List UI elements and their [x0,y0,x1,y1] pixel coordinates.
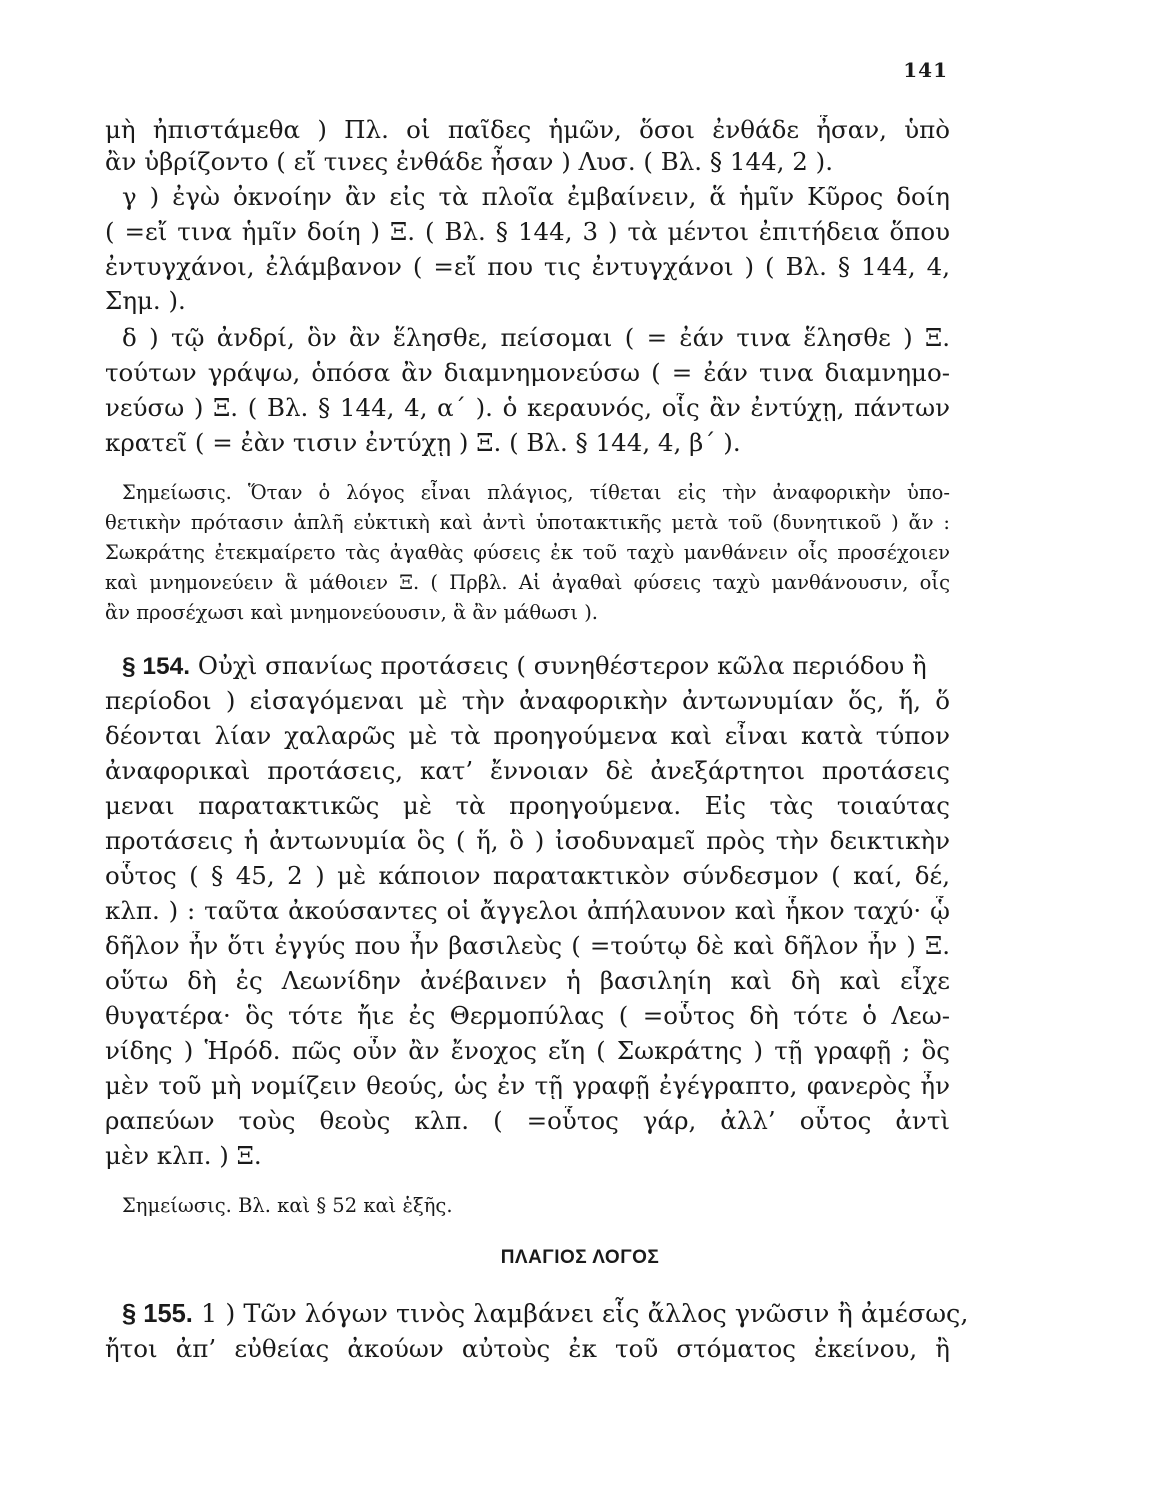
section-154-first-line [122,651,950,682]
section-154-mark: § 154. [122,653,191,680]
text-line: νίδης ) Ἡρόδ. πῶς οὖν ἂν ἔνοχος εἴη ( Σωκράτης ) τῇ γραφῇ ; ὃς [105,1036,950,1065]
text-line: προτάσεις ἡ ἀντωνυμία ὃς ( ἥ, ὃ ) ἰσοδυναμεῖ πρὸς τὴν δεικτικὴν [105,826,950,855]
text-line: θυγατέρα· ὃς τότε ἤιε ἐς Θερμοπύλας ( =οὗτος δὴ τότε ὁ Λεω- [105,1001,950,1030]
text-line: δέονται λίαν χαλαρῶς μὲ τὰ προηγούμενα καὶ εἶναι κατὰ τύπον [105,721,950,750]
section-heading: ΠΛΑΓΙΟΣ ΛΟΓΟΣ [500,1247,660,1268]
text-line: γ ) ἐγὼ ὀκνοίην ἂν εἰς τὰ πλοῖα ἐμβαίνειν, ἅ ἡμῖν Κῦρος δοίη [122,182,950,211]
text-line: ραπεύων τοὺς θεοὺς κλπ. ( =οὗτος γάρ, ἀλλ’ οὗτος ἀντὶ [105,1106,950,1135]
text-line: δ ) τῷ ἀνδρί, ὃν ἂν ἕλησθε, πείσομαι ( = ἐάν τινα ἕλησθε ) Ξ. [122,323,950,352]
section-155-first-line [122,1299,969,1329]
text-span: 1 ) Τῶν λόγων τινὸς λαμβάνει εἷς ἄλλος γνῶσιν ἢ ἀμέσως, [201,1299,969,1329]
note-line: καὶ μνημονεύειν ἃ μάθοιεν Ξ. ( Πρβλ. Αἱ ἀγαθαὶ φύσεις ταχὺ μανθάνουσιν, οἷς [105,571,950,594]
text-line: ἀναφορικαὶ προτάσεις, κατ’ ἔννοιαν δὲ ἀνεξάρτητοι προτάσεις [105,756,950,785]
note-line: Σημείωσις. Ὅταν ὁ λόγος εἶναι πλάγιος, τίθεται εἰς τὴν ἀναφορικὴν ὑπο- [122,481,950,504]
text-line: ἐντυγχάνοι, ἐλάμβανον ( =εἴ που τις ἐντυγχάνοι ) ( Βλ. § 144, 4, [105,252,950,281]
text-line: δῆλον ἦν ὅτι ἐγγύς που ἦν βασιλεὺς ( =τούτῳ δὲ καὶ δῆλον ἦν ) Ξ. [105,931,950,960]
text-line: κρατεῖ ( = ἐὰν τισιν ἐντύχῃ ) Ξ. ( Βλ. § 144, 4, β΄ ). [105,428,741,457]
text-line: οὗτος ( § 45, 2 ) μὲ κάποιον παρατακτικὸν σύνδεσμον ( καί, δέ, [105,861,950,890]
text-line: νεύσω ) Ξ. ( Βλ. § 144, 4, α΄ ). ὁ κεραυνός, οἷς ἂν ἐντύχῃ, πάντων [105,393,950,422]
text-line: περίοδοι ) εἰσαγόμεναι μὲ τὴν ἀναφορικὴν ἀντωνυμίαν ὅς, ἥ, ὅ [105,686,950,715]
text-line: κλπ. ) : ταῦτα ἀκούσαντες οἱ ἄγγελοι ἀπήλαυνον καὶ ἧκον ταχύ· ᾧ [105,896,950,925]
note-line: θετικὴν πρότασιν ἁπλῆ εὐκτικὴ καὶ ἀντὶ ὑποτακτικῆς μετὰ τοῦ (δυνητικοῦ ) ἄν : [105,511,950,534]
text-line: Σημ. ). [105,286,186,315]
note-line: ἂν προσέχωσι καὶ μνημονεύουσιν, ἃ ἂν μάθωσι ). [105,601,598,624]
note-line: Σωκράτης ἐτεκμαίρετο τὰς ἀγαθὰς φύσεις ἐκ τοῦ ταχὺ μανθάνειν οἷς προσέχοιεν [105,541,950,564]
page-number: 141 [903,58,948,82]
text-line: τούτων γράψω, ὁπόσα ἂν διαμνημονεύσω ( = ἐάν τινα διαμνημο- [105,358,950,387]
text-line: οὕτω δὴ ἐς Λεωνίδην ἀνέβαινεν ἡ βασιληίη καὶ δὴ καὶ εἶχε [105,966,950,995]
text-line: μὴ ἠπιστάμεθα ) Πλ. οἱ παῖδες ἡμῶν, ὅσοι ἐνθάδε ἦσαν, ὑπὸ [105,115,950,144]
text-line: μεναι παρατακτικῶς μὲ τὰ προηγούμενα. Εἰς τὰς τοιαύτας [105,791,950,820]
text-line: ( =εἴ τινα ἡμῖν δοίη ) Ξ. ( Βλ. § 144, 3 ) τὰ μέντοι ἐπιτήδεια ὅπου [105,217,950,246]
text-line: ἤτοι ἀπ’ εὐθείας ἀκούων αὐτοὺς ἐκ τοῦ στόματος ἐκείνου, ἢ [105,1334,950,1363]
text-line: μὲν κλπ. ) Ξ. [105,1141,262,1170]
text-line: ἂν ὑβρίζοντο ( εἴ τινες ἐνθάδε ἦσαν ) Λυσ. ( Βλ. § 144, 2 ). [105,147,833,176]
section-154-note: Σημείωσις. Βλ. καὶ § 52 καὶ ἑξῆς. [122,1194,453,1217]
section-155-mark: § 155. [122,1300,193,1328]
text-span: Οὐχὶ σπανίως προτάσεις ( συνηθέστερον κῶλα περιόδου ἢ [197,651,927,680]
text-line: μὲν τοῦ μὴ νομίζειν θεούς, ὡς ἐν τῇ γραφῇ ἐγέγραπτο, φανερὸς ἦν [105,1071,950,1100]
